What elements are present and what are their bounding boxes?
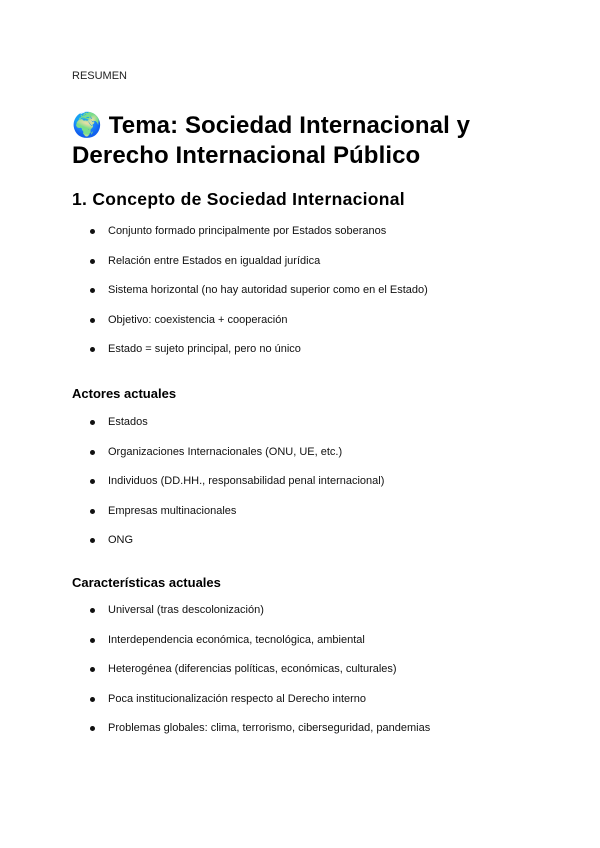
list-item: Interdependencia económica, tecnológica, ambiental	[72, 633, 430, 663]
list-item: Poca institucionalización respecto al Derecho interno	[72, 692, 430, 722]
title-line-1: Tema: Sociedad Internacional y	[108, 112, 471, 139]
subheading-actores: Actores actuales	[72, 386, 177, 401]
list-item: Estado = sujeto principal, pero no único	[72, 342, 428, 372]
list-item: Organizaciones Internacionales (ONU, UE, etc.)	[72, 445, 384, 475]
list-item: Conjunto formado principalmente por Estados soberanos	[72, 224, 428, 254]
globe-icon: 🌍	[72, 112, 102, 139]
page-title	[72, 111, 470, 171]
list-item: ONG	[72, 533, 384, 563]
actores-list	[72, 415, 384, 563]
document-label: RESUMEN	[72, 70, 128, 82]
title-line-2: Derecho Internacional Público	[72, 142, 421, 169]
subheading-caracteristicas: Características actuales	[72, 575, 221, 590]
caracteristicas-list	[72, 603, 430, 751]
concepto-list	[72, 224, 428, 372]
list-item: Problemas globales: clima, terrorismo, ciberseguridad, pandemias	[72, 721, 430, 751]
list-item: Relación entre Estados en igualdad jurídica	[72, 254, 428, 284]
list-item: Sistema horizontal (no hay autoridad superior como en el Estado)	[72, 283, 428, 313]
section-heading-concepto: 1. Concepto de Sociedad Internacional	[72, 189, 405, 209]
list-item: Individuos (DD.HH., responsabilidad penal internacional)	[72, 474, 384, 504]
list-item: Estados	[72, 415, 384, 445]
list-item: Empresas multinacionales	[72, 504, 384, 534]
list-item: Universal (tras descolonización)	[72, 603, 430, 633]
list-item: Objetivo: coexistencia + cooperación	[72, 313, 428, 343]
list-item: Heterogénea (diferencias políticas, económicas, culturales)	[72, 662, 430, 692]
